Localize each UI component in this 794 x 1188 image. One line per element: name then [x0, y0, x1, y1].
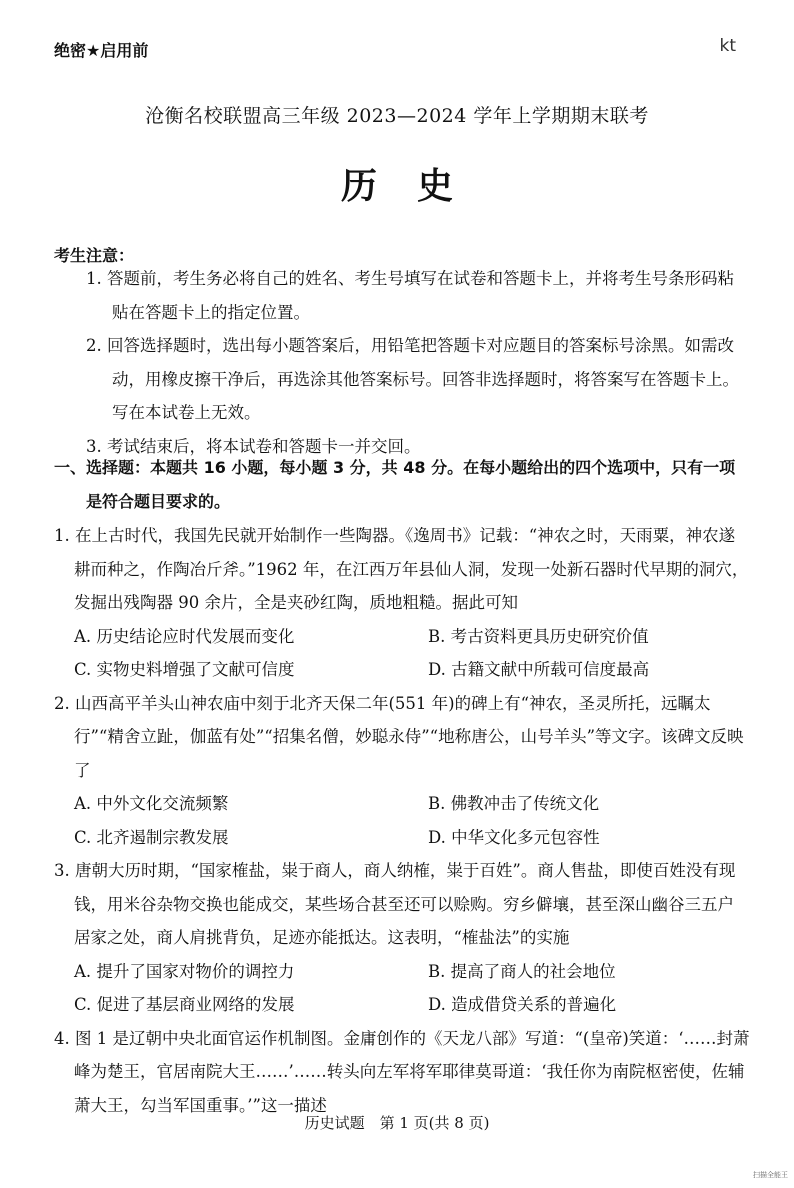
question-stem: 4. 图 1 是辽朝中央北面官运作机制图。金庸创作的《天龙八部》写道：“(皇帝)笑道：‘……封萧峰为楚王，官居南院大王……’……转头向左军将军耶律莫哥道：‘我任你为南院枢密使，佐辅萧大王，勾当军国重事。’”这一描述: [54, 1028, 750, 1115]
question-stem: 1. 在上古时代，我国先民就开始制作一些陶器。《逸周书》记载：“神农之时，天雨粟，神农遂耕而种之，作陶冶斤斧。”1962 年，在江西万年县仙人洞，发现一处新石器时代早期的洞穴，发掘出残陶器 90 余片，全是夹砂红陶，质地粗糙。据此可知: [54, 526, 749, 612]
subject-title: 历史: [340, 166, 493, 207]
question-1: [54, 519, 750, 687]
question-stem: 2. 山西高平羊头山神农庙中刻于北齐天保二年(551 年)的碑上有“神农，圣灵所托，远瞩太行”“精舍立趾，伽蓝有处”“招集名僧，妙聪永侍”“地称唐公，山号羊头”等文字。该碑文反映了: [54, 693, 744, 780]
option-a: A. 历史结论应时代发展而变化: [74, 626, 295, 646]
section-heading-block: [54, 451, 750, 518]
option-d: D. 中华文化多元包容性: [428, 827, 600, 847]
option-c: C. 实物史料增强了文献可信度: [74, 660, 295, 679]
page-footer: 历史试题 第 1 页(共 8 页): [304, 1114, 490, 1132]
notice-heading: 考生注意：: [54, 246, 135, 265]
option-d: D. 古籍文献中所载可信度最高: [428, 660, 650, 679]
option-b: B. 考古资料更具历史研究价值: [428, 626, 649, 646]
notice-item: 1. 答题前，考生务必将自己的姓名、考生号填写在试卷和答题卡上，并将考生号条形码粘贴在答题卡上的指定位置。: [86, 269, 734, 322]
notice-list: [54, 262, 750, 463]
option-b: B. 提高了商人的社会地位: [428, 961, 616, 981]
option-a: A. 提升了国家对物价的调控力: [74, 961, 295, 981]
option-b: B. 佛教冲击了传统文化: [428, 794, 600, 813]
notice-item: 3. 考试结束后，将本试卷和答题卡一并交回。: [86, 436, 421, 456]
scanner-watermark: 扫描全能王: [753, 1171, 788, 1179]
question-options: [54, 620, 750, 687]
question-2: [54, 687, 750, 855]
question-stem: 3. 唐朝大历时期，“国家榷盐，粜于商人，商人纳榷，粜于百姓”。商人售盐，即使百姓没有现钱，用米谷杂物交换也能成交，某些场合甚至还可以赊购。穷乡僻壤，甚至深山幽谷三五户居家之处，商人肩挑背负，足迹亦能抵达。这表明，“榷盐法”的实施: [54, 861, 736, 947]
corner-mark: kt: [719, 36, 736, 56]
question-3: [54, 854, 750, 1022]
option-c: C. 促进了基层商业网络的发展: [74, 995, 295, 1014]
section-heading: 一、选择题：本题共 16 小题，每小题 3 分，共 48 分。在每小题给出的四个选项中，只有一项是符合题目要求的。: [54, 458, 736, 511]
question-list: [54, 519, 750, 1122]
option-d: D. 造成借贷关系的普遍化: [428, 995, 617, 1014]
question-4: [54, 1022, 750, 1123]
option-a: A. 中外文化交流频繁: [74, 794, 229, 813]
question-options: [54, 787, 750, 854]
exam-title: 沧衡名校联盟高三年级 2023—2024 学年上学期期末联考: [145, 105, 649, 127]
option-c: C. 北齐遏制宗教发展: [74, 827, 229, 847]
question-options: [54, 955, 750, 1022]
confidential-label: 绝密★启用前: [54, 41, 149, 60]
notice-item: 2. 回答选择题时，选出每小题答案后，用铅笔把答题卡对应题目的答案标号涂黑。如需改动，用橡皮擦干净后，再选涂其他答案标号。回答非选择题时，将答案写在答题卡上。写在本试卷上无效。: [86, 336, 739, 422]
